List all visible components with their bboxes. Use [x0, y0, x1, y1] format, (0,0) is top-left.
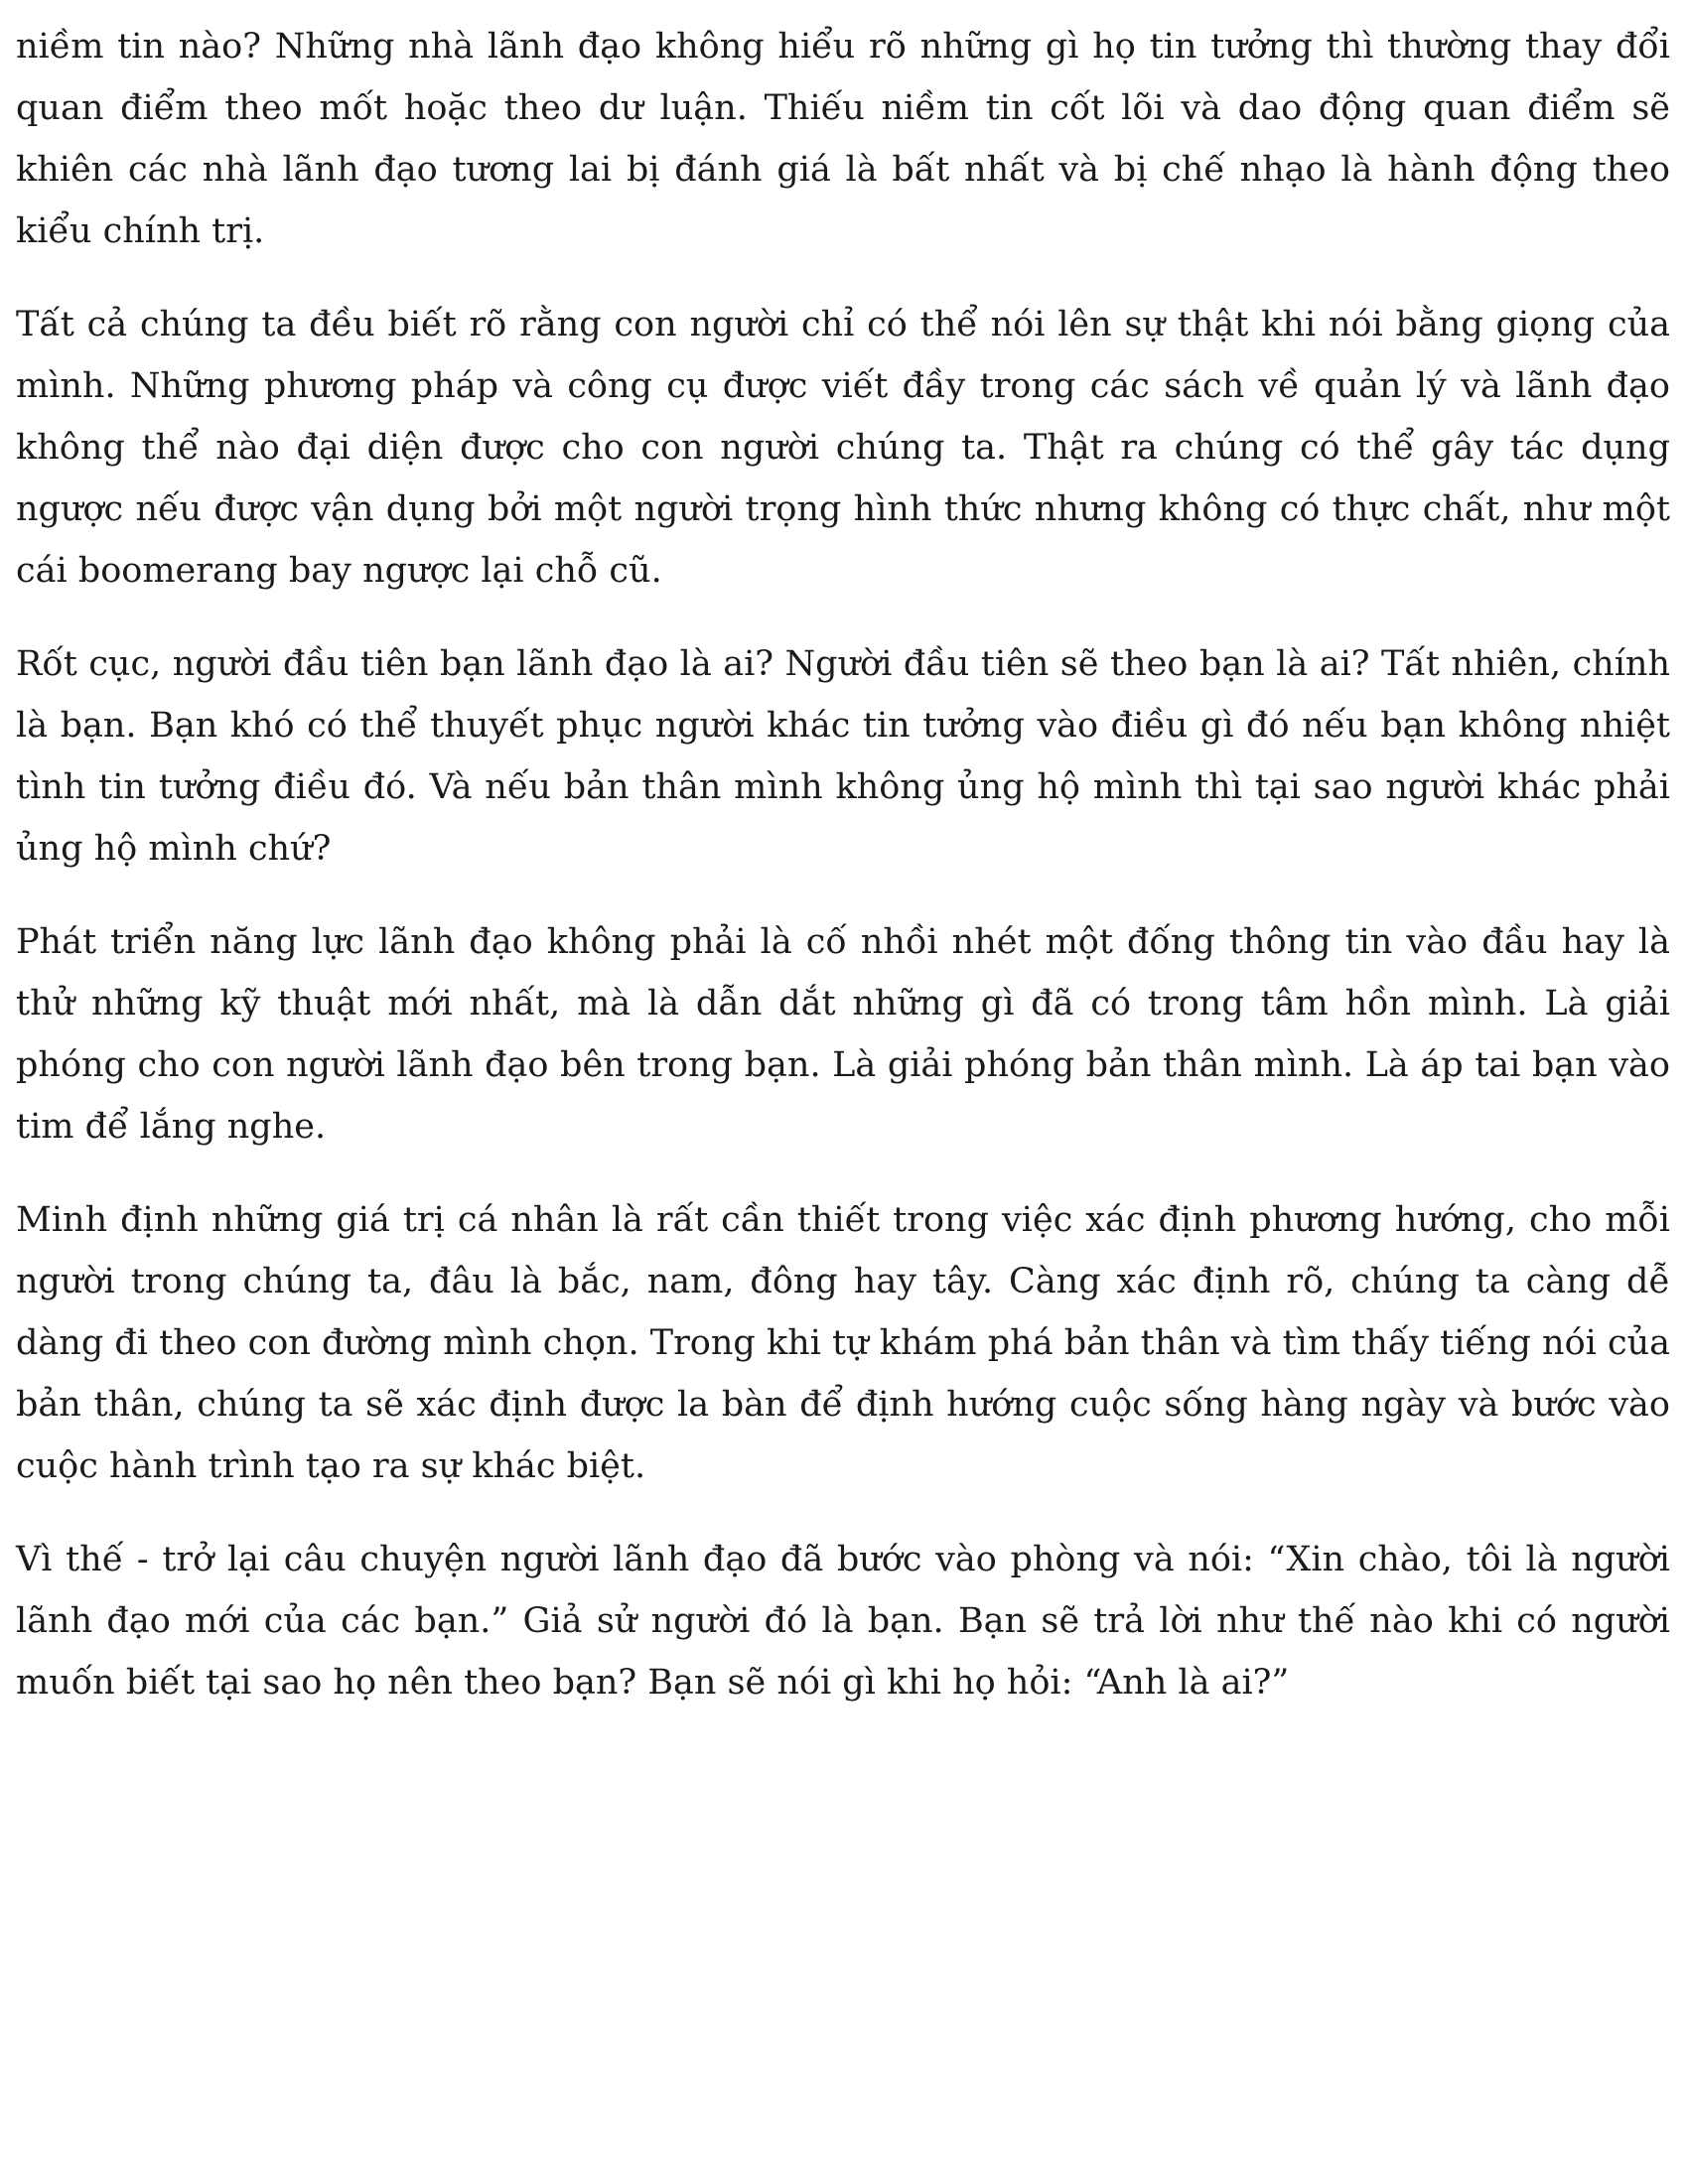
- paragraph-own-voice: Tất cả chúng ta đều biết rõ rằng con người chỉ có thể nói lên sự thật khi nói bằng giọng của mình. Những phương pháp và công cụ được viết đầy trong các sách về quản lý và lãnh đạo không thể nào đại diện được cho con người chúng ta. Thật ra chúng có thể gây tác dụng ngược nếu được vận dụng bởi một người trọng hình thức nhưng không có thực chất, như một cái boomerang bay ngược lại chỗ cũ.: [16, 305, 1670, 591]
- paragraph-who-are-you: Vì thế - trở lại câu chuyện người lãnh đạo đã bước vào phòng và nói: “Xin chào, tôi là người lãnh đạo mới của các bạn.” Giả sử người đó là bạn. Bạn sẽ trả lời như thế nào khi có người muốn biết tại sao họ nên theo bạn? Bạn sẽ nói gì khi họ hỏi: “Anh là ai?”: [16, 1540, 1670, 1703]
- paragraph-personal-values: Minh định những giá trị cá nhân là rất cần thiết trong việc xác định phương hướng, cho mỗi người trong chúng ta, đâu là bắc, nam, đông hay tây. Càng xác định rõ, chúng ta càng dễ dàng đi theo con đường mình chọn. Trong khi tự khám phá bản thân và tìm thấy tiếng nói của bản thân, chúng ta sẽ xác định được la bàn để định hướng cuộc sống hàng ngày và bước vào cuộc hành trình tạo ra sự khác biệt.: [16, 1200, 1670, 1486]
- paragraph-first-follower: Rốt cục, người đầu tiên bạn lãnh đạo là ai? Người đầu tiên sẽ theo bạn là ai? Tất nhiên, chính là bạn. Bạn khó có thể thuyết phục người khác tin tưởng vào điều gì đó nếu bạn không nhiệt tình tin tưởng điều đó. Và nếu bản thân mình không ủng hộ mình thì tại sao người khác phải ủng hộ mình chứ?: [16, 644, 1670, 869]
- document-page: [16, 16, 1670, 1745]
- paragraph-leadership-development: Phát triển năng lực lãnh đạo không phải là cố nhồi nhét một đống thông tin vào đầu hay là thử những kỹ thuật mới nhất, mà là dẫn dắt những gì đã có trong tâm hồn mình. Là giải phóng cho con người lãnh đạo bên trong bạn. Là giải phóng bản thân mình. Là áp tai bạn vào tim để lắng nghe.: [16, 922, 1670, 1147]
- paragraph-core-beliefs: niềm tin nào? Những nhà lãnh đạo không hiểu rõ những gì họ tin tưởng thì thường thay đổi quan điểm theo mốt hoặc theo dư luận. Thiếu niềm tin cốt lõi và dao động quan điểm sẽ khiên các nhà lãnh đạo tương lai bị đánh giá là bất nhất và bị chế nhạo là hành động theo kiểu chính trị.: [16, 27, 1670, 251]
